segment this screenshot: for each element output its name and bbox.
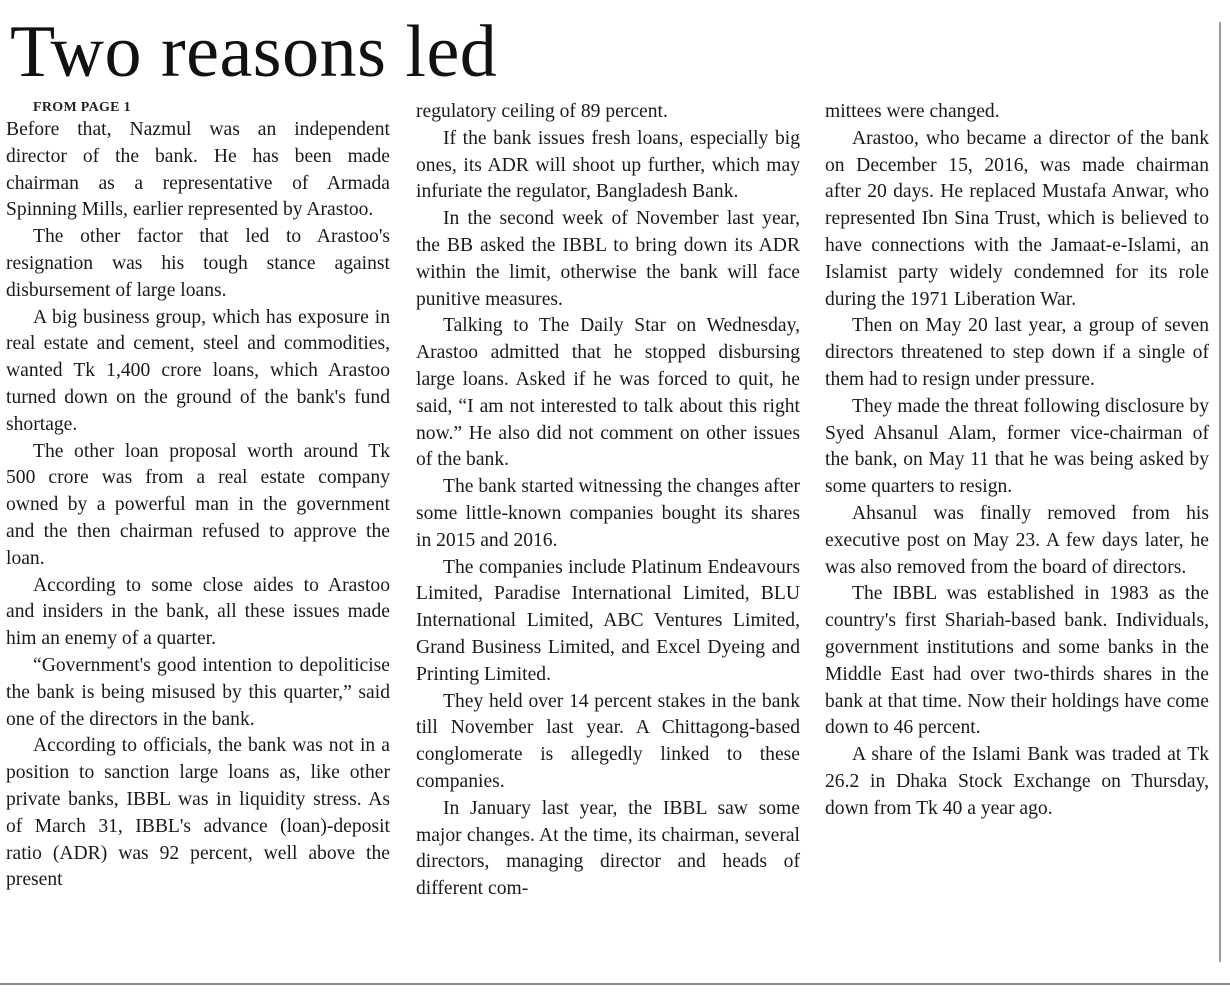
article-column-1 <box>6 99 390 894</box>
paragraph: The bank started witnessing the changes after some little-known companies bought its shares in 2015 and 2016. <box>416 476 800 551</box>
paragraph: They made the threat following disclosure by Syed Ahsanul Alam, former vice-chairman of the bank, on May 11 that he was being asked by some quarters to resign. <box>825 395 1209 498</box>
paragraph: Before that, Nazmul was an independent director of the bank. He has been made chairman as a representative of Armada Spinning Mills, earlier represented by Arastoo. <box>6 119 390 221</box>
paragraph: Arastoo, who became a director of the bank on December 15, 2016, was made chairman after 20 days. He replaced Mustafa Anwar, who represented Ibn Sina Trust, which is believed to have connections with the Jamaat-e-Islami, an Islamist party widely condemned for its role during the 1971 Liberation War. <box>825 127 1209 310</box>
column-rule-right <box>1219 22 1221 962</box>
paragraph: Talking to The Daily Star on Wednesday, Arastoo admitted that he stopped disbursing large loans. Asked if he was forced to quit, he said, “I am not interested to talk about this right now.” He also did not comment on other issues of the bank. <box>416 315 800 471</box>
paragraph: If the bank issues fresh loans, especially big ones, its ADR will shoot up further, which may infuriate the regulator, Bangladesh Bank. <box>416 127 800 203</box>
kicker-from-page: FROM PAGE 1 <box>33 100 131 115</box>
paragraph: “Government's good intention to depoliticise the bank is being misused by this quarter,” said one of the directors in the bank. <box>6 654 390 730</box>
bottom-rule <box>0 983 1230 985</box>
paragraph: Then on May 20 last year, a group of seven directors threatened to step down if a single of them had to resign under pressure. <box>825 315 1209 390</box>
article-column-3 <box>825 99 1209 823</box>
paragraph-continued: regulatory ceiling of 89 percent. <box>416 101 668 122</box>
paragraph: Ahsanul was finally removed from his executive post on May 23. A few days later, he was also removed from the board of directors. <box>825 502 1209 578</box>
article-column-2 <box>416 99 800 903</box>
paragraph-continued: mittees were changed. <box>825 101 1000 122</box>
paragraph: A big business group, which has exposure in real estate and cement, steel and commodities, wanted Tk 1,400 crore loans, which Arastoo turned down on the ground of the bank's fund shortage. <box>6 306 390 435</box>
paragraph: They held over 14 percent stakes in the bank till November last year. A Chittagong-based conglomerate is allegedly linked to these companies. <box>416 690 800 792</box>
paragraph: In the second week of November last year, the BB asked the IBBL to bring down its ADR within the limit, otherwise the bank will face punitive measures. <box>416 208 800 310</box>
paragraph: The IBBL was established in 1983 as the country's first Shariah-based bank. Individuals, government institutions and some banks in the Middle East had over two-thirds shares in the bank at that time. Now their holdings have come down to 46 percent. <box>825 583 1209 739</box>
headline: Two reasons led <box>10 11 498 93</box>
paragraph: A share of the Islami Bank was traded at Tk 26.2 in Dhaka Stock Exchange on Thursday, down from Tk 40 a year ago. <box>825 744 1209 819</box>
paragraph: The companies include Platinum Endeavours Limited, Paradise International Limited, BLU International Limited, ABC Ventures Limited, Grand Business Limited, and Excel Dyeing and Printing Limited. <box>416 556 800 685</box>
paragraph: According to officials, the bank was not in a position to sanction large loans as, like other private banks, IBBL was in liquidity stress. As of March 31, IBBL's advance (loan)-deposit ratio (ADR) was 92 percent, well above the present <box>6 735 390 891</box>
paragraph: In January last year, the IBBL saw some major changes. At the time, its chairman, several directors, managing director and heads of different com- <box>416 797 800 900</box>
paragraph: The other loan proposal worth around Tk 500 crore was from a real estate company owned by a powerful man in the government and the then chairman refused to approve the loan. <box>6 440 390 569</box>
paragraph: According to some close aides to Arastoo and insiders in the bank, all these issues made him an enemy of a quarter. <box>6 574 390 650</box>
paragraph: The other factor that led to Arastoo's resignation was his tough stance against disbursement of large loans. <box>6 226 390 301</box>
